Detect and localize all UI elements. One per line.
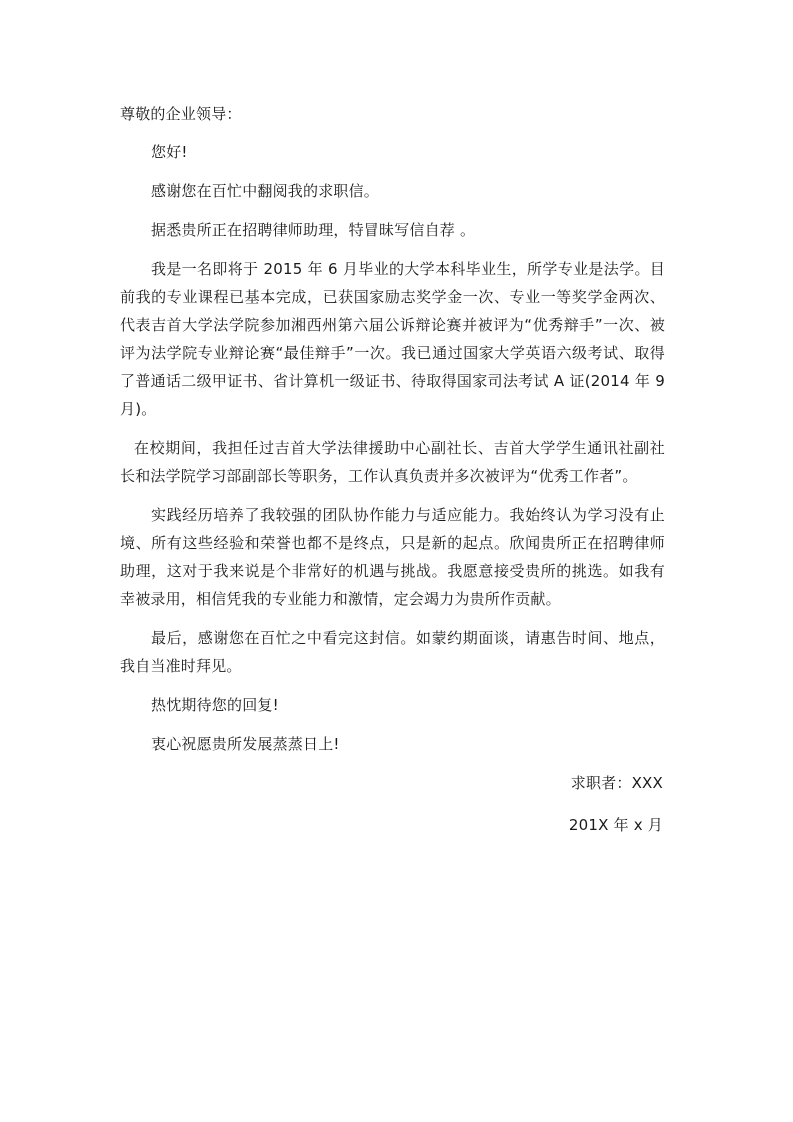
date-line: 201X 年 x 月 xyxy=(568,816,663,834)
thanks-paragraph: 感谢您在百忙中翻阅我的求职信。 xyxy=(151,182,380,200)
background-paragraph: 我是一名即将于 2015 年 6 月毕业的大学本科毕业生，所学专业是法学。目前我的专业课程已基本完成，已获国家励志奖学金一次、专业一等奖学金两次、代表吉首大学法学院参加湘西州第六届公诉辩论赛并被评为“优秀辩手”一次、被评为法学院专业辩论赛“最佳辩手”一次。我已通过国家大学英语六级考试、取得了普通话二级甲证书、省计算机一级证书、待取得国家司法考试 A 证(2014 年 9 月)。 xyxy=(120,260,665,418)
signature-line: 求职者：XXX xyxy=(570,774,663,792)
campus-paragraph: 在校期间，我担任过吉首大学法律援助中心副社长、吉首大学学生通讯社副社长和法学院学习部副部长等职务，工作认真负责并多次被评为“优秀工作者”。 xyxy=(120,439,665,485)
salutation: 尊敬的企业领导： xyxy=(120,105,242,123)
greeting: 您好! xyxy=(151,143,188,161)
wishes-line: 衷心祝愿贵所发展蒸蒸日上! xyxy=(151,735,340,753)
awaiting-line: 热忱期待您的回复! xyxy=(151,696,279,714)
closing-paragraph: 最后，感谢您在百忙之中看完这封信。如蒙约期面谈，请惠告时间、地点，我自当准时拜见。 xyxy=(120,629,665,675)
intent-paragraph: 据悉贵所正在招聘律师助理，特冒昧写信自荐 。 xyxy=(151,221,476,239)
practice-paragraph: 实践经历培养了我较强的团队协作能力与适应能力。我始终认为学习没有止境、所有这些经验和荣誉也都不是终点，只是新的起点。欣闻贵所正在招聘律师助理，这对于我来说是个非常好的机遇与挑战。我愿意接受贵所的挑选。如我有幸被录用，相信凭我的专业能力和激情，定会竭力为贵所作贡献。 xyxy=(120,506,665,608)
cover-letter xyxy=(120,100,665,850)
